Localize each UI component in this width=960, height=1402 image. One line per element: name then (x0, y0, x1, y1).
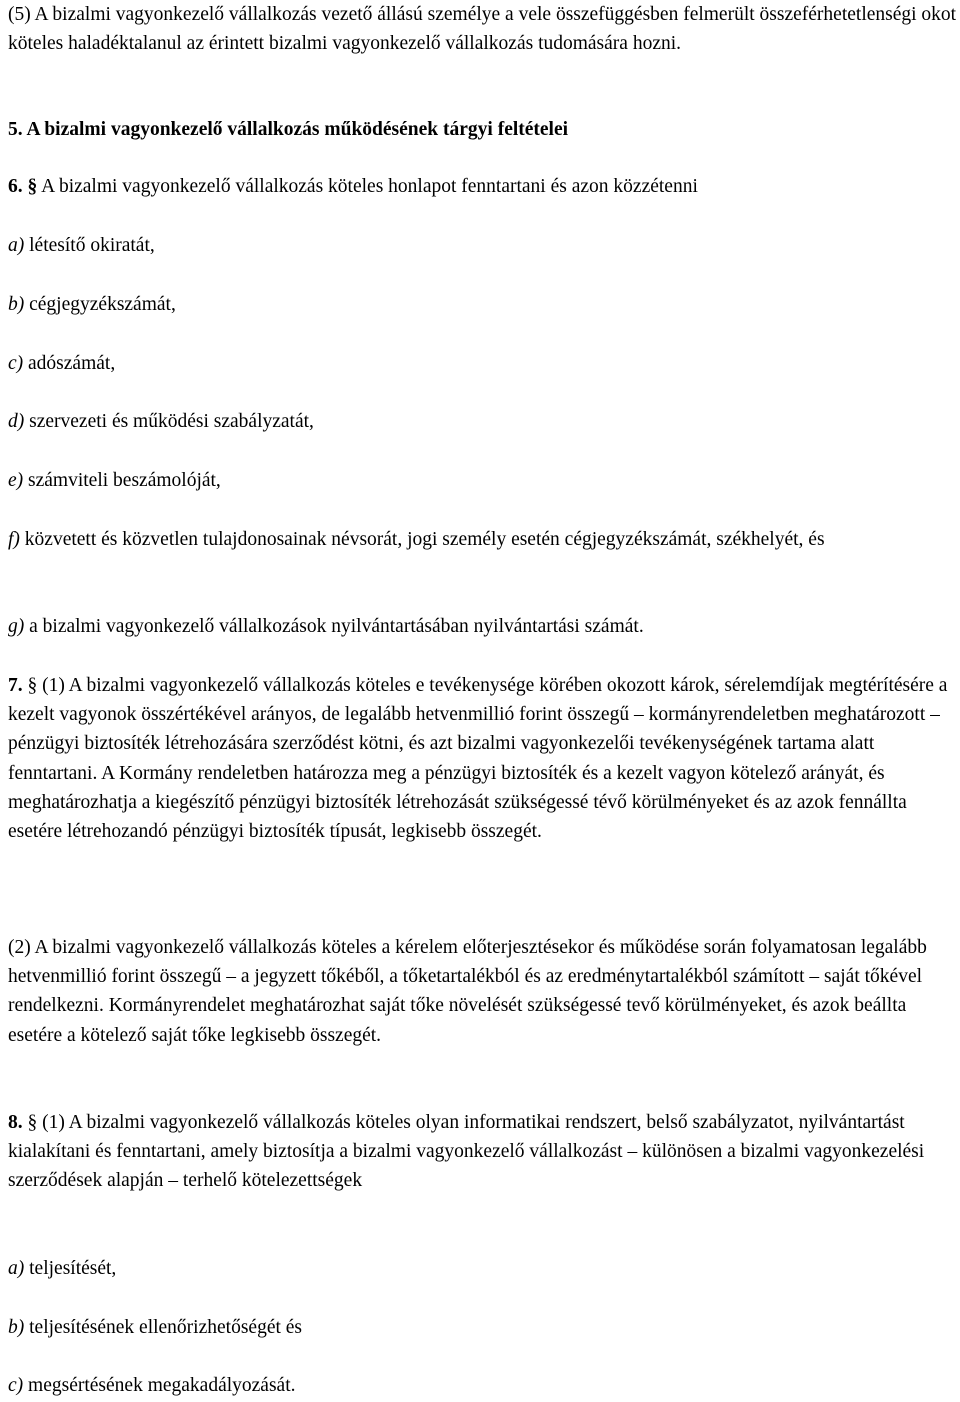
section-7-p2-text: (2) A bizalmi vagyonkezelő vállalkozás köteles a kérelem előterjesztésekor és működése során folyamatosan legalább hetvenmillió forint összegű – a jegyzett tőkéből, a tőketartalékból és az eredménytartalékból számított – saját tőkével rendelkezni. Kormányrendelet meghatározhat saját tőke növelését szükségessé tevő körülményeket, és azok beállta esetére a kötelező saját tőke legkisebb összegét. (8, 937, 927, 1046)
section-8-text: (1) A bizalmi vagyonkezelő vállalkozás köteles olyan informatikai rendszert, belső szabályzatot, nyilvántartást kialakítani és fenntartani, amely biztosítja a bizalmi vagyonkezelő vállalkozást – különösen a bizalmi vagyonkezelési szerződések alapján – terhelő kötelezettségek (8, 1112, 925, 1192)
item-letter: b) (8, 1317, 25, 1338)
section-6-item-d (8, 407, 314, 436)
section-7-paragraph-1 (8, 671, 958, 846)
section-6-item-b (8, 290, 176, 319)
section-5-heading (8, 115, 568, 144)
item-text: teljesítésének ellenőrizhetőségét és (29, 1317, 303, 1338)
section-5-number: 5. (8, 119, 23, 140)
section-8-item-c (8, 1371, 296, 1400)
section-6-item-e (8, 466, 221, 495)
section-6-number: 6. (8, 176, 23, 197)
section-8-item-a (8, 1254, 116, 1283)
item-letter: c) (8, 1375, 24, 1396)
section-7-p1-text: (1) A bizalmi vagyonkezelő vállalkozás köteles e tevékenysége körében okozott károk, sérelemdíjak megtérítésére a kezelt vagyonok összértékével arányos, de legalább hetvenmillió forint összegű – kormányrendeletben meghatározott – pénzügyi biztosíték létrehozására szerződést kötni, és azt bizalmi vagyonkezelői tevékenységének tartama alatt fenntartani. A Kormány rendeletben határozza meg a pénzügyi biztosíték és a kezelt vagyon kötelező arányát, és meghatározhatja a kiegészítő pénzügyi biztosíték létrehozását szükségessé tévő körülményeket és az azok fennállta esetére létrehozandó pénzügyi biztosíték típusát, legkisebb összegét. (8, 675, 948, 843)
section-7-paragraph-2 (8, 933, 958, 1050)
item-letter: g) (8, 616, 25, 637)
item-letter: b) (8, 294, 25, 315)
section-6-text: A bizalmi vagyonkezelő vállalkozás köteles honlapot fenntartani és azon közzétenni (41, 176, 698, 197)
item-text: szervezeti és működési szabályzatát, (29, 411, 314, 432)
item-letter: e) (8, 470, 24, 491)
section-6-item-g (8, 612, 644, 641)
section-6-lead (8, 172, 698, 201)
item-text: létesítő okiratát, (29, 235, 155, 256)
item-text: teljesítését, (29, 1258, 117, 1279)
paragraph-5-text: (5) A bizalmi vagyonkezelő vállalkozás vezető állású személye a vele összefüggésben felmerült összeférhetetlenségi okot köteles haladéktalanul az érintett bizalmi vagyonkezelő vállalkozás tudomására hozni. (8, 4, 957, 55)
item-letter: c) (8, 353, 24, 374)
section-7-sign: § (27, 675, 38, 696)
section-6-item-f (8, 525, 825, 554)
item-letter: a) (8, 235, 25, 256)
item-text: megsértésének megakadályozását. (28, 1375, 296, 1396)
item-text: számviteli beszámolóját, (28, 470, 221, 491)
item-text: a bizalmi vagyonkezelő vállalkozások nyilvántartásában nyilvántartási számát. (29, 616, 644, 637)
item-letter: d) (8, 411, 25, 432)
section-5-title: A bizalmi vagyonkezelő vállalkozás működésének tárgyi feltételei (26, 119, 569, 140)
section-6-item-a (8, 231, 155, 260)
section-8-lead (8, 1108, 958, 1196)
item-text: cégjegyzékszámát, (29, 294, 176, 315)
section-6-sign: § (27, 176, 38, 197)
section-8-item-b (8, 1313, 302, 1342)
item-letter: a) (8, 1258, 25, 1279)
section-8-number: 8. (8, 1112, 23, 1133)
section-6-item-c (8, 349, 115, 378)
section-7-number: 7. (8, 675, 23, 696)
section-8-sign: § (27, 1112, 38, 1133)
item-text: közvetett és közvetlen tulajdonosainak névsorát, jogi személy esetén cégjegyzékszámát, székhelyét, és (24, 529, 825, 550)
item-text: adószámát, (28, 353, 116, 374)
paragraph-5 (8, 0, 958, 58)
item-letter: f) (8, 529, 20, 550)
